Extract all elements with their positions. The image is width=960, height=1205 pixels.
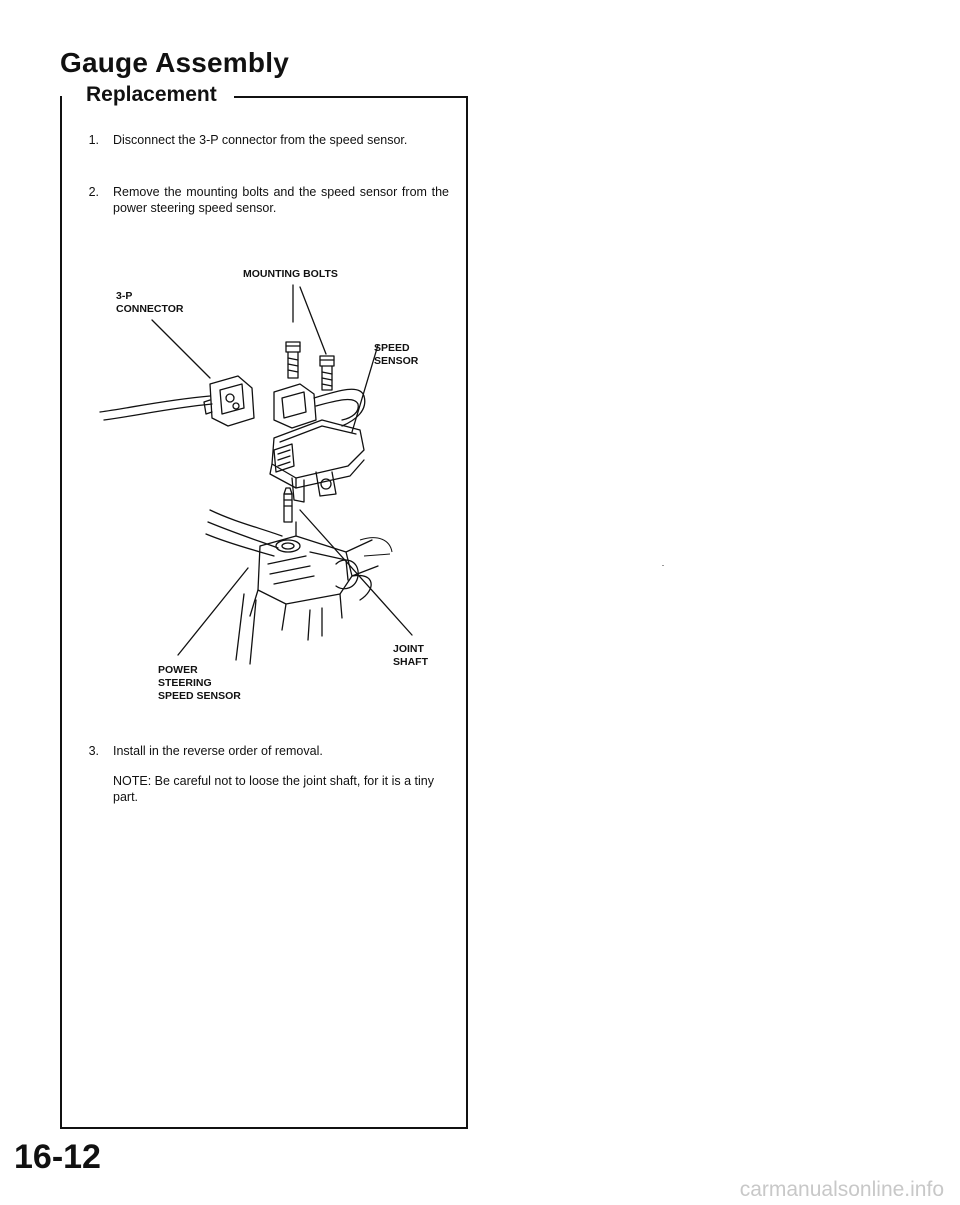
label-joint: JOINT xyxy=(393,643,424,655)
leader-ps-speed-sensor xyxy=(178,568,248,655)
harness-wire xyxy=(100,396,210,412)
leader-mounting-bolts-2 xyxy=(300,287,326,354)
label-speed-sensor: SPEED SENSOR xyxy=(158,690,241,702)
mounting-bolt-2 xyxy=(320,356,334,390)
leader-3p-connector xyxy=(152,320,210,378)
page-number: 16-12 xyxy=(14,1138,101,1176)
watermark: carmanualsonline.info xyxy=(739,1178,944,1201)
leader-joint-shaft xyxy=(300,510,412,635)
scan-speck xyxy=(662,565,664,566)
label-power: POWER xyxy=(158,664,198,676)
label-mounting-bolts: MOUNTING BOLTS xyxy=(243,268,338,280)
label-connector: CONNECTOR xyxy=(116,303,184,315)
ps-speed-sensor-housing xyxy=(206,510,378,664)
speed-sensor-body xyxy=(270,420,364,502)
mounting-bolt-1 xyxy=(286,342,300,378)
page-title: Gauge Assembly xyxy=(60,47,289,78)
label-speed: SPEED xyxy=(374,342,410,354)
section-frame-top-rule xyxy=(234,96,466,98)
step-2-number: 2. xyxy=(88,185,99,199)
label-sensor: SENSOR xyxy=(374,355,419,367)
step-3-text: Install in the reverse order of removal. xyxy=(113,744,323,758)
joint-shaft xyxy=(284,488,292,522)
section-title: Replacement xyxy=(82,83,225,107)
step-2-text: Remove the mounting bolts and the speed sensor from the power steering speed sensor. xyxy=(113,185,449,215)
step-3-number: 3. xyxy=(88,744,99,758)
label-steering: STEERING xyxy=(158,677,212,689)
label-shaft: SHAFT xyxy=(393,656,428,668)
label-3p: 3-P xyxy=(116,290,133,302)
step-1-text: Disconnect the 3-P connector from the speed sensor. xyxy=(113,133,408,147)
step-1-number: 1. xyxy=(88,133,99,147)
note-text: NOTE: Be careful not to loose the joint shaft, for it is a tiny part. xyxy=(113,774,434,804)
harness-connector xyxy=(204,376,254,426)
